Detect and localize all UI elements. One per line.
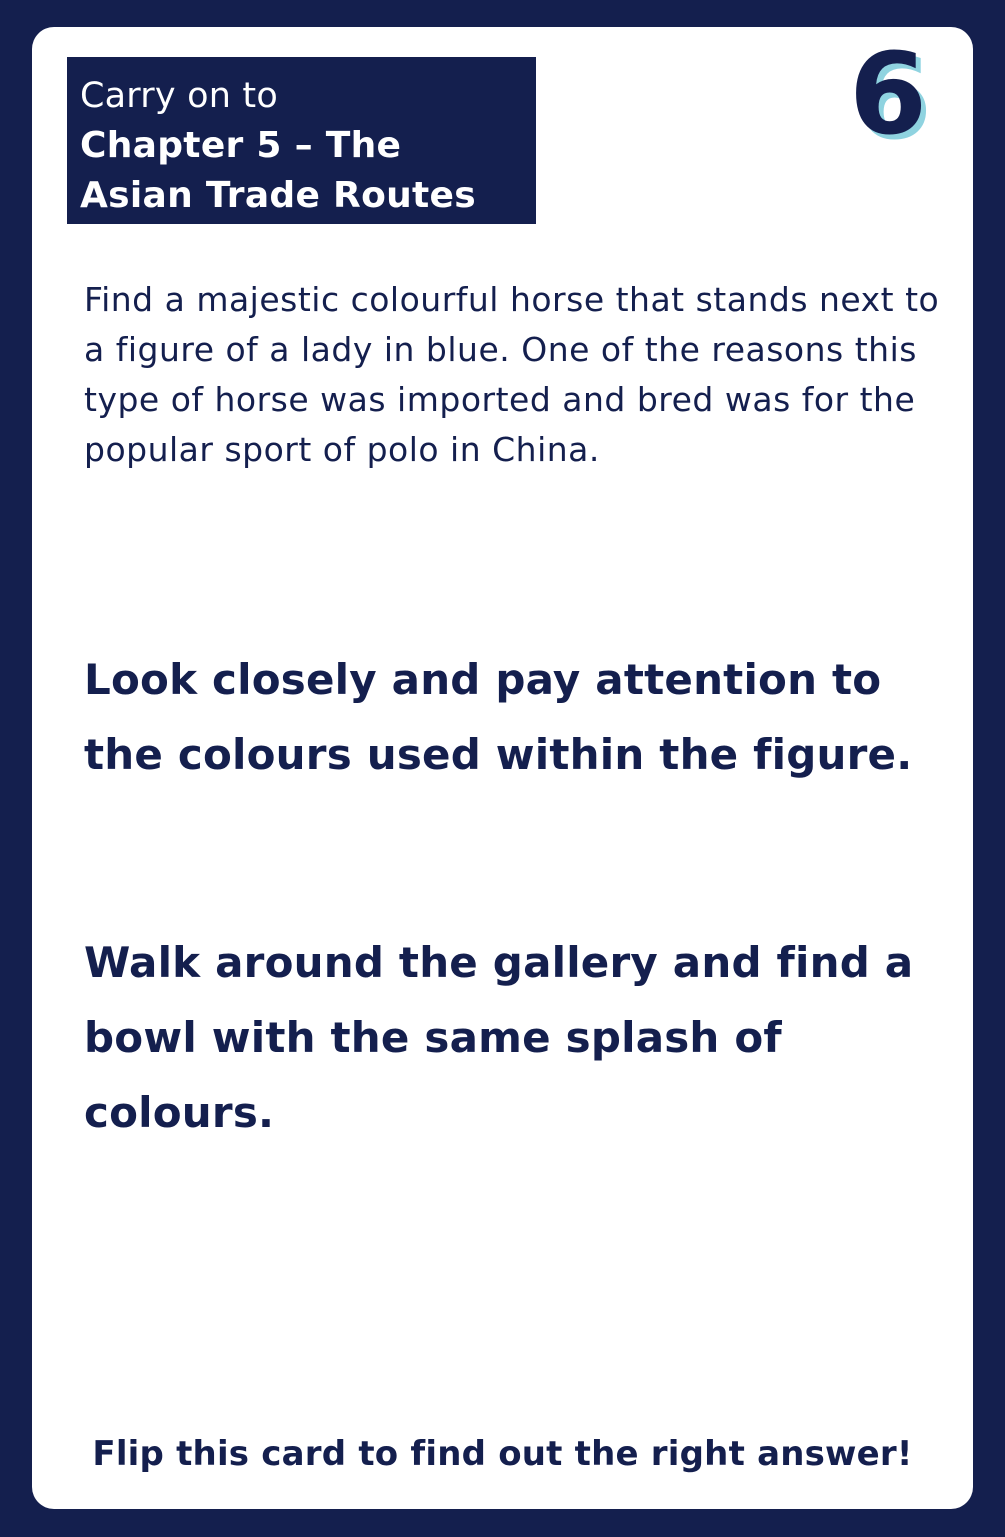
instruction-look: Look closely and pay attention to the colours used within the figure. bbox=[84, 655, 913, 779]
chapter-title: Chapter 5 – The Asian Trade Routes bbox=[80, 125, 476, 216]
footer-prompt: Flip this card to find out the right answer! bbox=[92, 1434, 913, 1474]
chapter-intro: Carry on to bbox=[80, 76, 278, 116]
card-number: 6 bbox=[849, 30, 927, 160]
chapter-banner bbox=[67, 57, 536, 224]
description-text: Find a majestic colourful horse that stands next to a figure of a lady in blue. One of the reasons this type of horse was imported and bred was for the popular sport of polo in China. bbox=[84, 280, 940, 469]
instruction-walk: Walk around the gallery and find a bowl with the same splash of colours. bbox=[84, 938, 914, 1137]
activity-card bbox=[32, 27, 973, 1509]
